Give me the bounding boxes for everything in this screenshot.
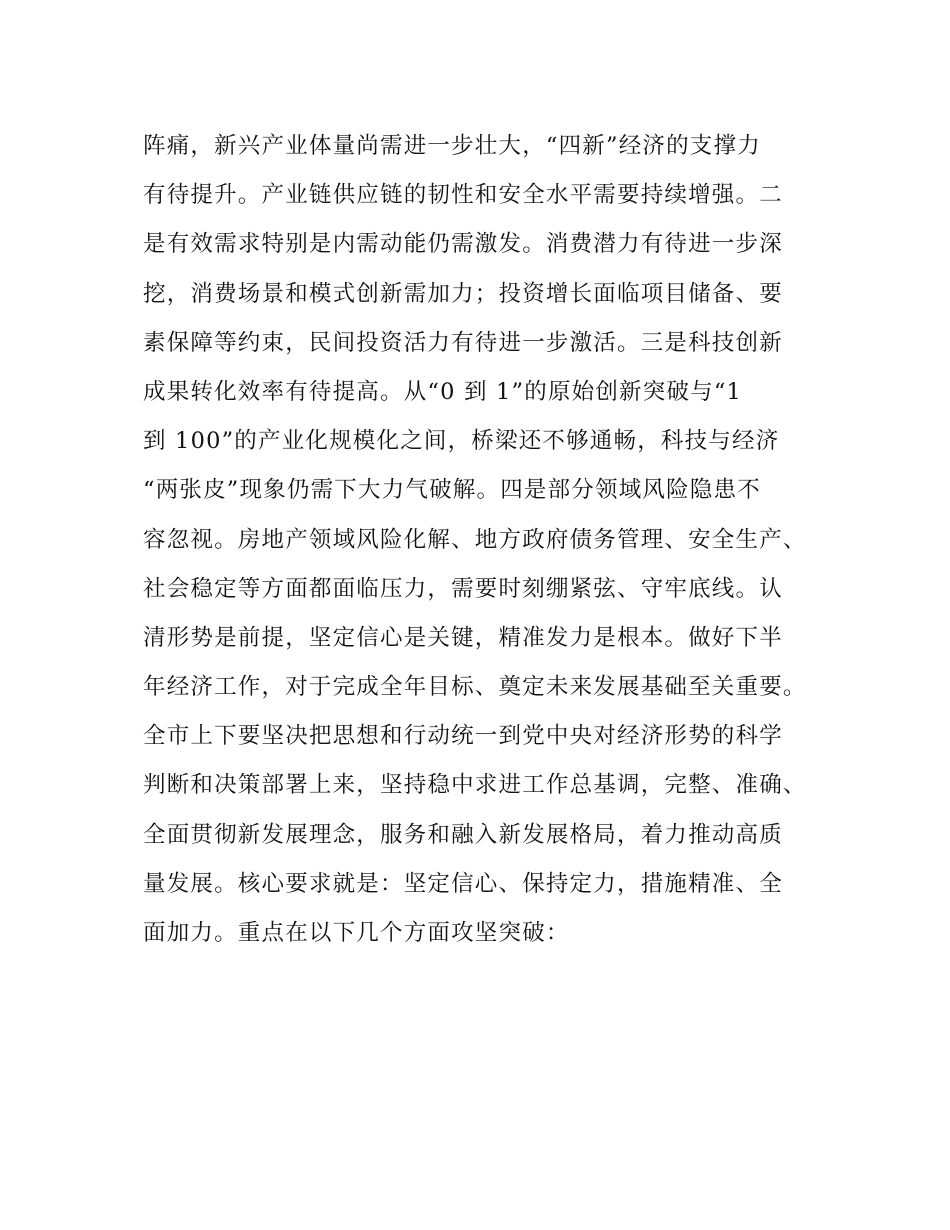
text-line-7: 到 100”的产业化规模化之间，桥梁还不够通畅，科技与经济: [143, 428, 780, 455]
text-line-9: 容忽视。房地产领域风险化解、地方政府债务管理、安全生产、: [143, 526, 807, 553]
text-line-1: 阵痛，新兴产业体量尚需进一步壮大，“四新”经济的支撑力: [143, 133, 761, 159]
text-line-16: 量发展。核心要求就是：坚定信心、保持定力，措施精准、全: [143, 870, 783, 897]
text-line-12: 年经济工作，对于完成全年目标、奠定未来发展基础至关重要。: [143, 674, 807, 701]
body-text: [143, 122, 843, 958]
text-line-14: 判断和决策部署上来，坚持稳中求进工作总基调，完整、准确、: [143, 772, 807, 799]
text-line-4: 挖，消费场景和模式创新需加力；投资增长面临项目储备、要: [143, 280, 783, 307]
text-line-5: 素保障等约束，民间投资活力有待进一步激活。三是科技创新: [143, 329, 783, 356]
text-line-15: 全面贯彻新发展理念，服务和融入新发展格局，着力推动高质: [143, 821, 783, 848]
text-line-6: 成果转化效率有待提高。从“0 到 1”的原始创新突破与“1: [143, 378, 743, 405]
text-line-10: 社会稳定等方面都面临压力，需要时刻绷紧弦、守牢底线。认: [143, 575, 783, 602]
text-line-2: 有待提升。产业链供应链的韧性和安全水平需要持续增强。二: [143, 182, 783, 209]
text-line-13: 全市上下要坚决把思想和行动统一到党中央对经济形势的科学: [143, 723, 783, 750]
text-line-3: 是有效需求特别是内需动能仍需激发。消费潜力有待进一步深: [143, 231, 783, 258]
text-line-17: 面加力。重点在以下几个方面攻坚突破：: [143, 920, 570, 946]
text-line-8: “两张皮”现象仍需下大力气破解。四是部分领域风险隐患不: [143, 477, 761, 504]
text-line-11: 清形势是前提，坚定信心是关键，精准发力是根本。做好下半: [143, 624, 783, 651]
